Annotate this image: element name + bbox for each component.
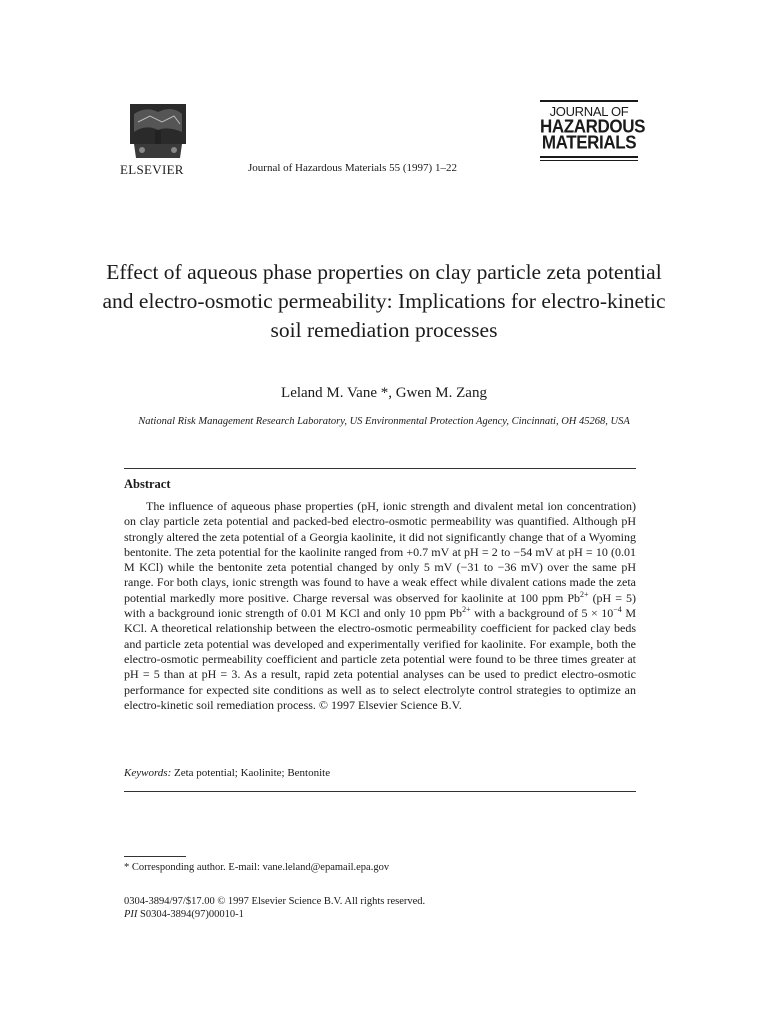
- superscript-exponent: −4: [613, 605, 622, 615]
- abstract-text-2: (pH = 5) with a background ionic strength of 0.01 M KCl and only 10 ppm Pb: [124, 590, 636, 621]
- footnote-rule: [124, 856, 186, 857]
- abstract-body: [124, 499, 636, 713]
- abstract-text-1: The influence of aqueous phase properties (pH, ionic strength and divalent metal ion concentration) on clay particle zeta potential and packed-bed electro-osmotic permeability was quantified. Although pH strongly altered the zeta potential of a Georgia kaolinite, it did not significantly change that of a Wyoming bentonite. The zeta potential for the kaolinite ranged from +0.7 mV at pH = 2 to −54 mV at pH = 10 (0.01 M KCl) while the bentonite zeta potential changed by only 5 mV (−31 to −36 mV) over the same pH range. For both clays, ionic strength was found to have a weak effect while divalent cations made the zeta potential markedly more positive. Charge reversal was observed for kaolinite at 100 ppm Pb: [124, 499, 636, 605]
- elsevier-tree-icon: [128, 102, 188, 160]
- keywords-label: Keywords:: [124, 767, 172, 779]
- masthead-rule-top: [540, 100, 638, 102]
- superscript-pb-1: 2+: [580, 589, 589, 599]
- keywords: [124, 767, 330, 779]
- author-affiliation: National Risk Management Research Laboratory, US Environmental Protection Agency, Cincinnati, OH 45268, USA: [138, 416, 630, 427]
- publisher-name: ELSEVIER: [120, 162, 184, 177]
- pii-value: S0304-3894(97)00010-1: [137, 909, 244, 920]
- superscript-pb-2: 2+: [462, 605, 471, 615]
- pii-label: PII: [124, 909, 138, 920]
- keywords-text: Zeta potential; Kaolinite; Bentonite: [174, 767, 331, 779]
- journal-logo: [540, 100, 646, 161]
- masthead-rule-bottom-2: [540, 160, 638, 161]
- publisher-logo: [120, 102, 198, 178]
- divider-top: [124, 468, 636, 469]
- copyright-line: 0304-3894/97/$17.00 © 1997 Elsevier Science B.V. All rights reserved.: [124, 896, 426, 907]
- journal-logo-line3: MATERIALS: [541, 132, 637, 153]
- journal-logo-line1: JOURNAL OF: [549, 104, 629, 119]
- masthead-rule-bottom-1: [540, 156, 638, 158]
- pii-line: [124, 909, 244, 920]
- corresponding-author-footnote: * Corresponding author. E-mail: vane.leland@epamail.epa.gov: [124, 862, 390, 873]
- journal-logo-line2: HAZARDOUS: [540, 116, 646, 137]
- article-authors: Leland M. Vane *, Gwen M. Zang: [281, 385, 487, 401]
- abstract-text-4: M KCl. A theoretical relationship between the electro-osmotic permeability coefficient for packed clay beds and particle zeta potential was developed and experimentally verified for kaolinite. For example, both the electro-osmotic permeability coefficient and particle zeta potential were found to be three times greater at pH = 5 than at pH = 3. As a result, rapid zeta potential analyses can be used to predict electro-osmotic performance for expected site conditions as well as to select electrolyte control strategies to optimize an electro-kinetic soil remediation process. © 1997 Elsevier Science B.V.: [124, 606, 637, 712]
- journal-citation: Journal of Hazardous Materials 55 (1997) 1–22: [248, 162, 457, 174]
- divider-bottom: [124, 791, 636, 792]
- abstract-text-3: with a background of 5 × 10: [470, 606, 614, 621]
- abstract-heading: Abstract: [124, 477, 171, 491]
- article-title: Effect of aqueous phase properties on clay particle zeta potential and electro-osmotic permeability: Implications for electro-kinetic soil remediation processes: [102, 260, 666, 342]
